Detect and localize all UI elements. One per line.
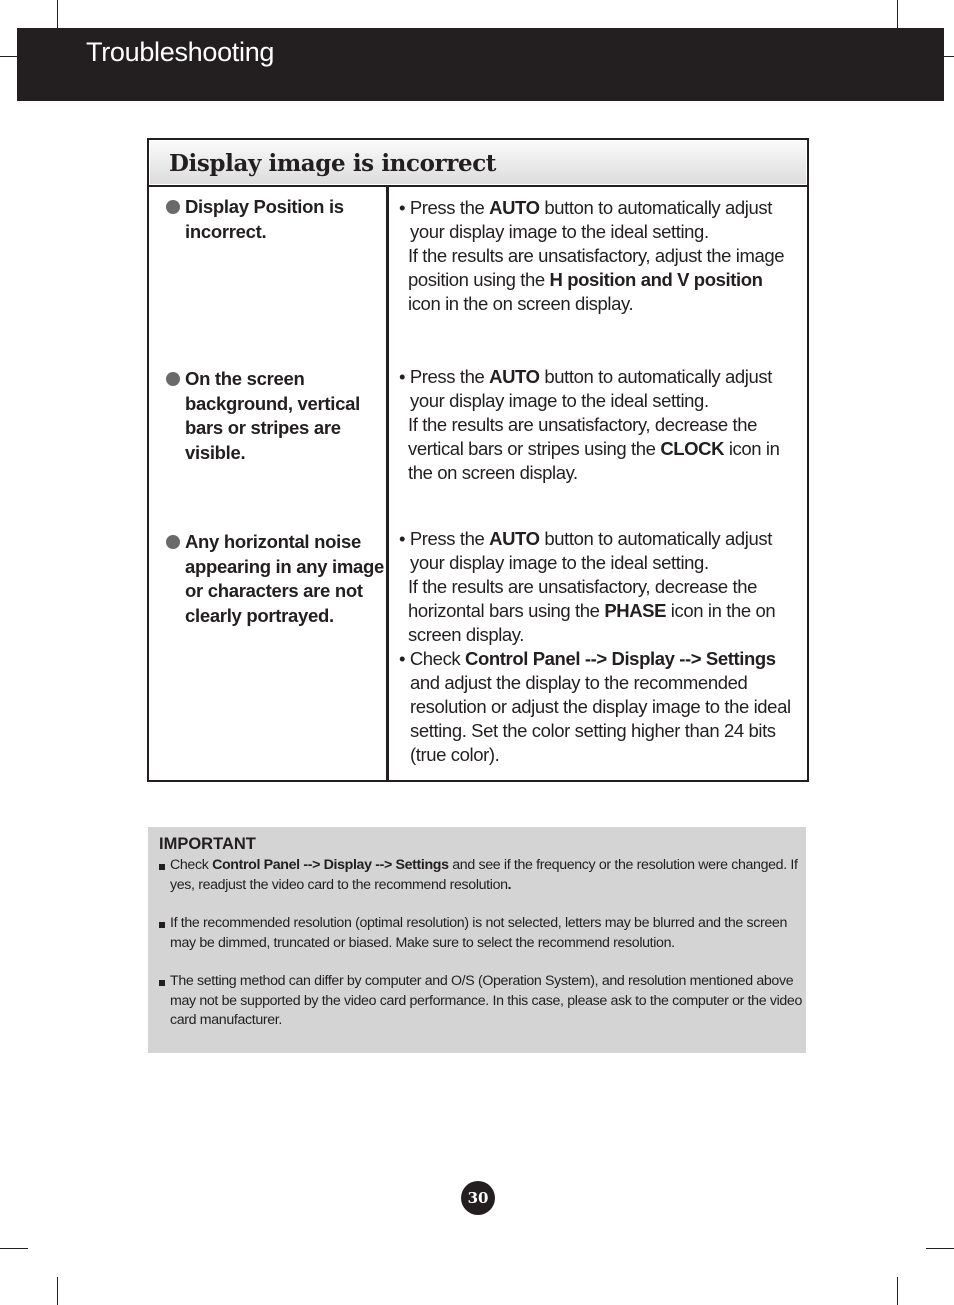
solution-item: [397, 575, 797, 647]
problem-item: [163, 195, 395, 244]
solution-cell: [397, 196, 797, 316]
solution-item: [397, 527, 797, 575]
bold-text: Control Panel --> Display --> Settings: [212, 857, 449, 873]
text-segment: icon in the on screen display.: [408, 600, 776, 645]
solution-item: [397, 365, 797, 413]
important-item: [159, 914, 810, 953]
important-item: [159, 972, 810, 1031]
text-segment: and see if the frequency or the resolution were changed. If yes, readjust the video card to the recommend resolution: [170, 857, 798, 893]
column-divider: [386, 187, 389, 780]
bullet-icon: •: [399, 648, 410, 669]
bullet-icon: •: [399, 366, 410, 387]
crop-mark: [57, 0, 58, 28]
problem-item: [163, 530, 395, 628]
text-segment: The setting method can differ by computer and O/S (Operation System), and resolution mentioned above may not be supported by the video card performance. In this case, please ask to the computer or the video card manufacturer.: [170, 973, 803, 1028]
bold-text: PHASE: [604, 600, 667, 621]
text-segment: Press the: [409, 528, 490, 549]
square-bullet-icon: [159, 980, 165, 986]
crop-mark: [57, 1277, 58, 1305]
problem-item: [163, 367, 395, 465]
solution-cell: [397, 365, 797, 485]
text-segment: If the results are unsatisfactory, decrease the horizontal bars using the: [408, 576, 757, 621]
bold-text: CLOCK: [660, 438, 725, 459]
text-segment: icon in the on screen display.: [408, 293, 634, 314]
page-title: Troubleshooting: [86, 37, 275, 67]
solution-item: [397, 244, 797, 316]
solution-item: [397, 196, 797, 244]
crop-mark: [926, 1248, 954, 1249]
bold-text: H position and V position: [549, 269, 763, 290]
important-item: [159, 856, 810, 895]
square-bullet-icon: [159, 864, 165, 870]
bold-text: Control Panel --> Display --> Settings: [465, 648, 776, 669]
crop-mark: [0, 56, 17, 57]
problem-text: Any horizontal noise appearing in any image or characters are not clearly portrayed.: [185, 531, 385, 626]
bullet-dot-icon: [166, 200, 180, 214]
section-title: Display image is incorrect: [169, 150, 497, 177]
bold-text: AUTO: [489, 528, 540, 549]
bullet-icon: •: [399, 528, 410, 549]
crop-mark: [897, 0, 898, 28]
text-segment: and adjust the display to the recommended resolution or adjust the display image to the ideal setting. Set the color setting higher than 24 bits (true color).: [410, 672, 791, 765]
problem-text: Display Position is incorrect.: [185, 196, 344, 242]
text-segment: Check: [409, 648, 466, 669]
important-title: IMPORTANT: [159, 835, 256, 853]
solution-cell: [397, 527, 797, 767]
important-box: [148, 827, 806, 1053]
text-segment: If the results are unsatisfactory, decrease the vertical bars or stripes using the: [408, 414, 757, 459]
solution-item: [397, 647, 797, 767]
text-segment: Press the: [409, 197, 490, 218]
troubleshooting-table: [147, 138, 809, 782]
text-segment: button to automatically adjust your display image to the ideal setting.: [410, 366, 772, 411]
text-segment: button to automatically adjust your display image to the ideal setting.: [410, 197, 772, 242]
bullet-icon: •: [399, 197, 410, 218]
text-segment: button to automatically adjust your display image to the ideal setting.: [410, 528, 772, 573]
problem-text: On the screen background, vertical bars or stripes are visible.: [185, 368, 360, 463]
bullet-dot-icon: [166, 372, 180, 386]
bold-text: AUTO: [489, 197, 540, 218]
bold-text: .: [507, 876, 512, 893]
text-segment: icon in the on screen display.: [408, 438, 780, 483]
page-number: 30: [461, 1181, 495, 1215]
square-bullet-icon: [159, 922, 165, 928]
text-segment: If the recommended resolution (optimal resolution) is not selected, letters may be blurred and the screen may be dimmed, truncated or biased. Make sure to select the recommend resolution.: [170, 915, 787, 951]
crop-mark: [0, 1248, 28, 1249]
text-segment: If the results are unsatisfactory, adjust the image position using the: [408, 245, 785, 290]
bullet-dot-icon: [166, 535, 180, 549]
table-header: [149, 140, 807, 187]
crop-mark: [897, 1277, 898, 1305]
solution-item: [397, 413, 797, 485]
text-segment: Press the: [409, 366, 490, 387]
text-segment: Check: [170, 857, 213, 873]
bold-text: AUTO: [489, 366, 540, 387]
